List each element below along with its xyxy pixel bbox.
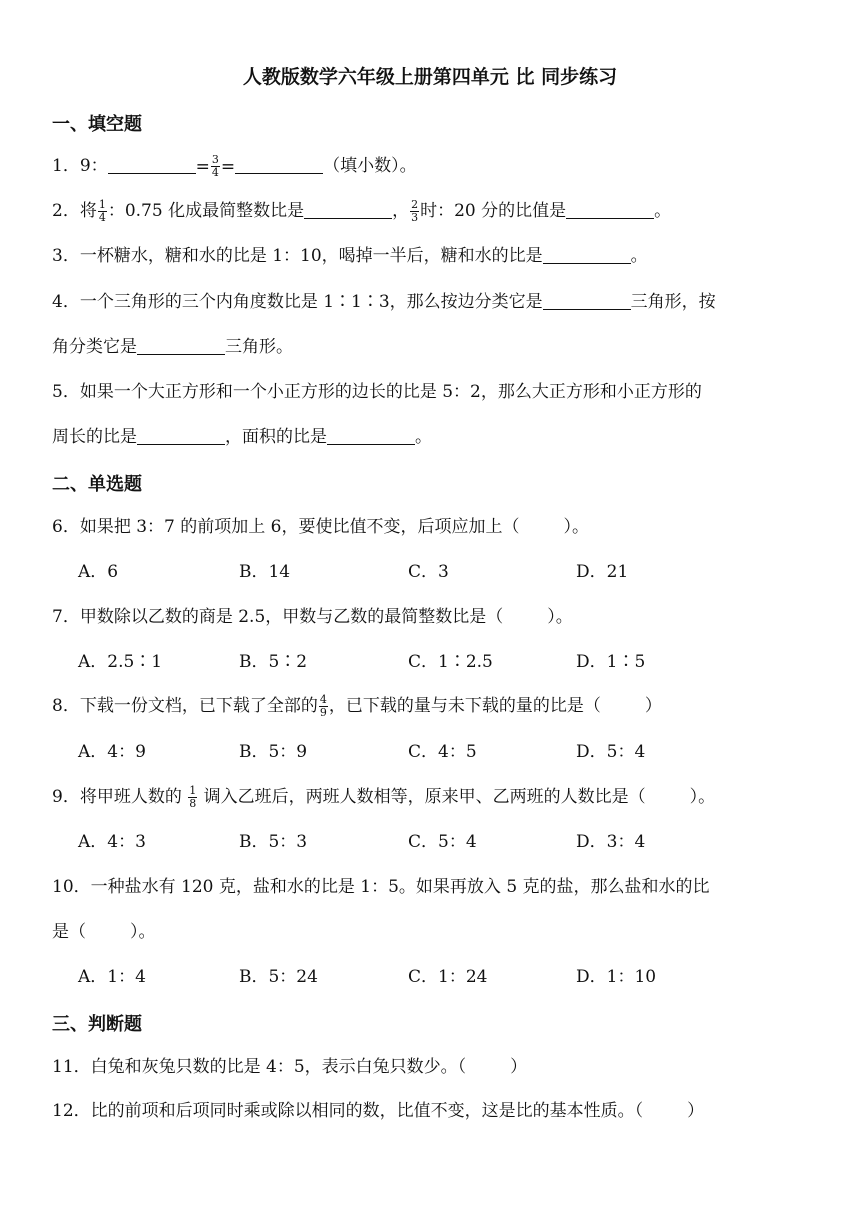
q5-text-c: ，面积的比是 [225,427,327,447]
q5-text-b: 周长的比是 [52,427,137,447]
q9-text-end: ）。 [689,787,716,807]
section-true-false: 三、判断题 [52,1014,142,1035]
section-fill-blank: 一、填空题 [52,114,142,135]
q2-text-e: 。 [654,201,672,221]
q10-text-end: ）。 [130,922,156,942]
q1-blank-2[interactable] [235,155,323,174]
fraction-denominator: 4 [98,211,106,224]
q7-text-end: ）。 [547,607,573,627]
fraction-numerator: 4 [319,693,327,706]
option-d[interactable]: D．21 [576,562,629,582]
question-8 [52,694,808,719]
option-a[interactable]: A．6 [78,562,119,582]
option-d[interactable]: D．1：10 [576,967,657,987]
q1-blank-1[interactable] [108,155,196,174]
question-11 [52,1055,808,1079]
q2-text-d: 时：20 分的比值是 [420,201,567,221]
question-6 [52,515,808,539]
q4-blank-1[interactable] [543,291,631,310]
question-4-cont [52,335,808,359]
q10-text: 10．一种盐水有 120 克，盐和水的比是 1：5。如果再放入 5 克的盐，那么盐和水的比 [52,877,710,897]
q11-text-end: ） [510,1057,528,1077]
q8-text-end: ） [644,696,662,716]
option-b[interactable]: B．5：9 [239,742,308,762]
fraction [98,199,107,224]
option-b[interactable]: B．14 [239,562,291,582]
fraction [410,199,419,224]
fraction [211,154,220,179]
q1-text: 1．9： [52,156,108,176]
q4-text: 4．一个三角形的三个内角度数比是 1∶1∶3，那么按边分类它是 [52,292,543,312]
q9-text-2: 调入乙班后，两班人数相等，原来甲、乙两班的人数比是（ [198,787,646,807]
question-10 [52,875,808,899]
q2-text: 2．将 [52,201,97,221]
q1-equals-fraction: = $\frac{3}{4}$ = [195,153,236,179]
q6-text: 6．如果把 3：7 的前项加上 6，要使比值不变，后项应加上（ [52,517,520,537]
option-c[interactable]: C．5：4 [408,832,477,852]
fraction-numerator: 1 [189,784,197,797]
fraction [319,694,328,719]
q2-text-c: ， [392,201,410,221]
q6-text-end: ）。 [563,517,589,537]
q2-blank-2[interactable] [566,200,654,219]
question-7 [52,605,808,629]
q9-text: 9．将甲班人数的 [52,787,188,807]
section-single-choice: 二、单选题 [52,474,142,495]
question-4 [52,290,808,314]
question-12 [52,1099,808,1123]
q2-text-b: ：0.75 化成最简整数比是 [107,201,305,221]
option-b[interactable]: B．5：24 [239,967,318,987]
q5-text-d: 。 [415,427,432,447]
q4-text-b: 三角形，按 [630,292,716,312]
option-a[interactable]: A．1：4 [78,967,146,987]
fraction-denominator: 9 [319,706,327,719]
question-5-cont [52,425,808,449]
option-a[interactable]: A．4：9 [78,742,146,762]
q2-blank-1[interactable] [304,200,392,219]
q3-text-end: 。 [630,246,648,266]
option-c[interactable]: C．1∶2.5 [408,652,493,672]
q3-blank[interactable] [543,245,631,264]
q5-blank-2[interactable] [327,426,415,445]
option-a[interactable]: A．2.5∶1 [78,652,163,672]
option-b[interactable]: B．5∶2 [239,652,308,672]
q11-text: 11．白兔和灰兔只数的比是 4：5，表示白兔只数少。（ [52,1057,467,1077]
fraction [188,785,197,810]
option-c[interactable]: C．1：24 [408,967,488,987]
q12-text: 12．比的前项和后项同时乘或除以相同的数，比值不变，这是比的基本性质。（ [52,1101,644,1121]
q1-text-end: （填小数）。 [323,156,417,176]
option-d[interactable]: D．5：4 [576,742,646,762]
q5-blank-1[interactable] [137,426,225,445]
page-title: 人教版数学六年级上册第四单元 比 同步练习 [242,66,618,88]
question-3 [52,244,808,268]
question-9 [52,785,808,810]
q8-text: 8．下载一份文档，已下载了全部的 [52,696,318,716]
question-5 [52,380,808,404]
option-d[interactable]: D．3：4 [576,832,646,852]
q5-text: 5．如果一个大正方形和一个小正方形的边长的比是 5：2，那么大正方形和小正方形的 [52,382,702,402]
option-a[interactable]: A．4：3 [78,832,146,852]
option-c[interactable]: C．3 [408,562,449,582]
q7-text: 7．甲数除以乙数的商是 2.5，甲数与乙数的最简整数比是（ [52,607,504,627]
q8-text-2: ，已下载的量与未下载的量的比是（ [328,696,601,716]
fraction-denominator: 4 [211,166,219,179]
fraction-numerator: 2 [411,198,419,211]
fraction-numerator: 3 [211,153,219,166]
q4-blank-2[interactable] [137,336,225,355]
question-10-cont [52,920,808,944]
question-2 [52,199,808,224]
fraction-numerator: 1 [98,198,106,211]
question-1 [52,154,808,179]
q3-text: 3．一杯糖水，糖和水的比是 1：10，喝掉一半后，糖和水的比是 [52,246,543,266]
option-c[interactable]: C．4：5 [408,742,477,762]
fraction-denominator: 8 [189,797,197,810]
q12-text-end: ） [687,1101,705,1121]
fraction-denominator: 3 [411,211,419,224]
q4-text-c: 角分类它是 [52,337,137,357]
option-b[interactable]: B．5：3 [239,832,308,852]
q4-text-d: 三角形。 [225,337,293,357]
option-d[interactable]: D．1∶5 [576,652,646,672]
q10-text-2: 是（ [52,922,86,942]
